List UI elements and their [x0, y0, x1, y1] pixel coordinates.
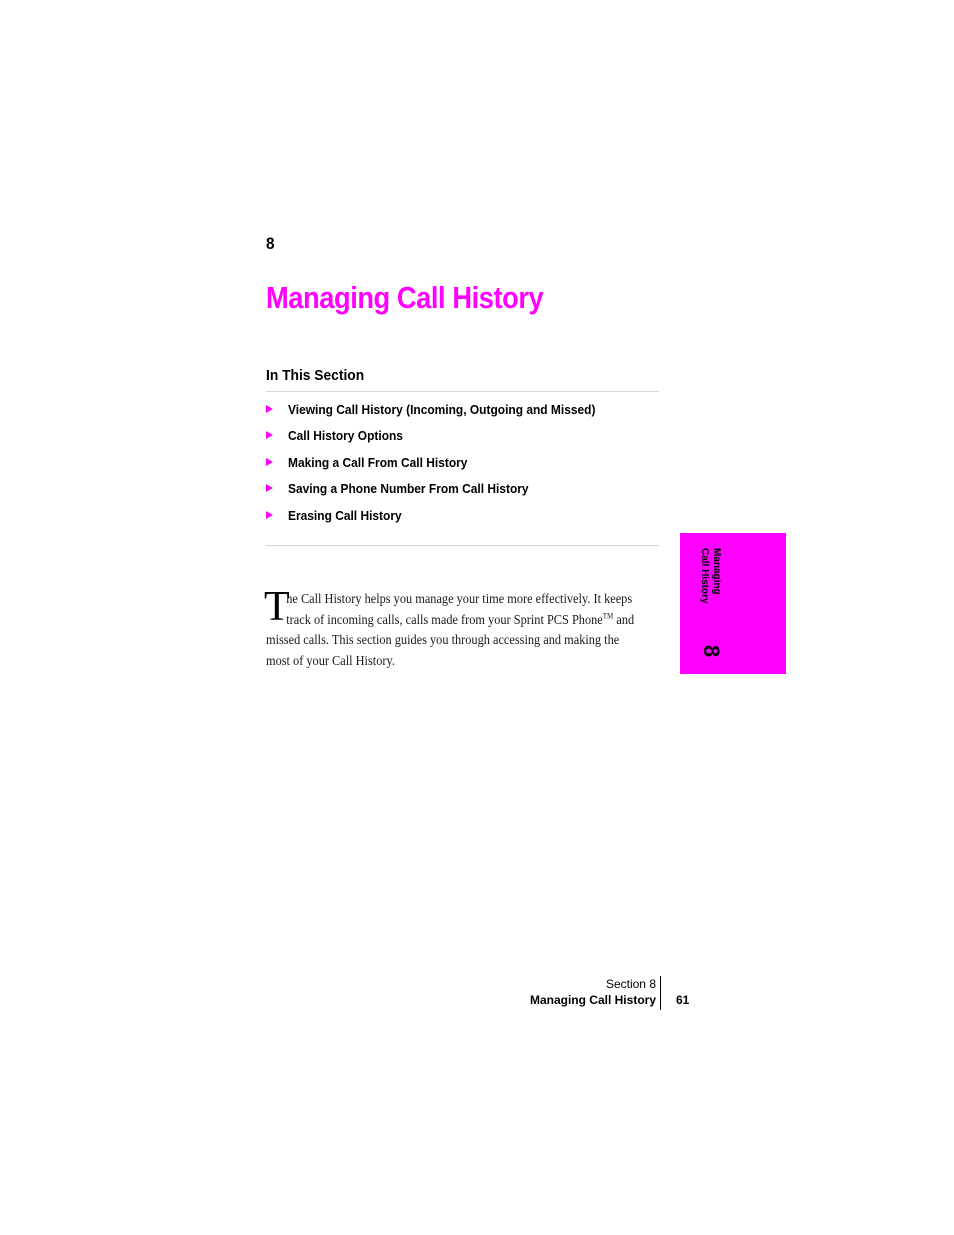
- triangle-bullet-icon: [266, 431, 273, 439]
- drop-cap: T: [264, 584, 290, 630]
- intro-line: [266, 610, 635, 632]
- toc-item-label: Saving a Phone Number From Call History: [288, 481, 529, 496]
- side-tab-number-text: 8: [699, 645, 724, 658]
- triangle-bullet-icon: [266, 484, 273, 492]
- side-tab-label: [694, 548, 722, 618]
- intro-line-text: and: [613, 612, 635, 628]
- triangle-bullet-icon: [266, 458, 273, 466]
- toc-item-label: Call History Options: [288, 428, 403, 443]
- intro-line-text: track of incoming calls, calls made from your Sprint PCS Phone: [286, 612, 603, 628]
- side-tab-number: [699, 645, 723, 669]
- triangle-bullet-icon: [266, 405, 273, 413]
- triangle-bullet-icon: [266, 511, 273, 519]
- footer-title: Managing Call History: [529, 993, 656, 1007]
- side-tab-line: Managing: [711, 548, 722, 595]
- intro-line: he Call History helps you manage your time more effectively. It keeps: [286, 592, 633, 607]
- intro-line: missed calls. This section guides you through accessing and making the: [266, 633, 620, 648]
- footer-divider: [660, 976, 661, 1010]
- trademark-mark: TM: [602, 610, 614, 620]
- page-number: 61: [676, 993, 690, 1007]
- toc-item-label: Erasing Call History: [288, 508, 402, 523]
- chapter-number: 8: [266, 234, 275, 253]
- toc-bottom-rule: [266, 545, 659, 546]
- intro-line: most of your Call History.: [266, 653, 395, 669]
- side-tab-line: Call History: [699, 548, 710, 604]
- intro-paragraph: [266, 590, 661, 672]
- toc-item-label: Viewing Call History (Incoming, Outgoing and Missed): [288, 402, 596, 417]
- toc-item-label: Making a Call From Call History: [288, 455, 468, 470]
- toc-heading: In This Section: [266, 367, 365, 384]
- footer-section-label: Section 8: [605, 977, 656, 991]
- page-title: Managing Call History: [266, 280, 544, 315]
- toc-top-rule: [266, 391, 659, 392]
